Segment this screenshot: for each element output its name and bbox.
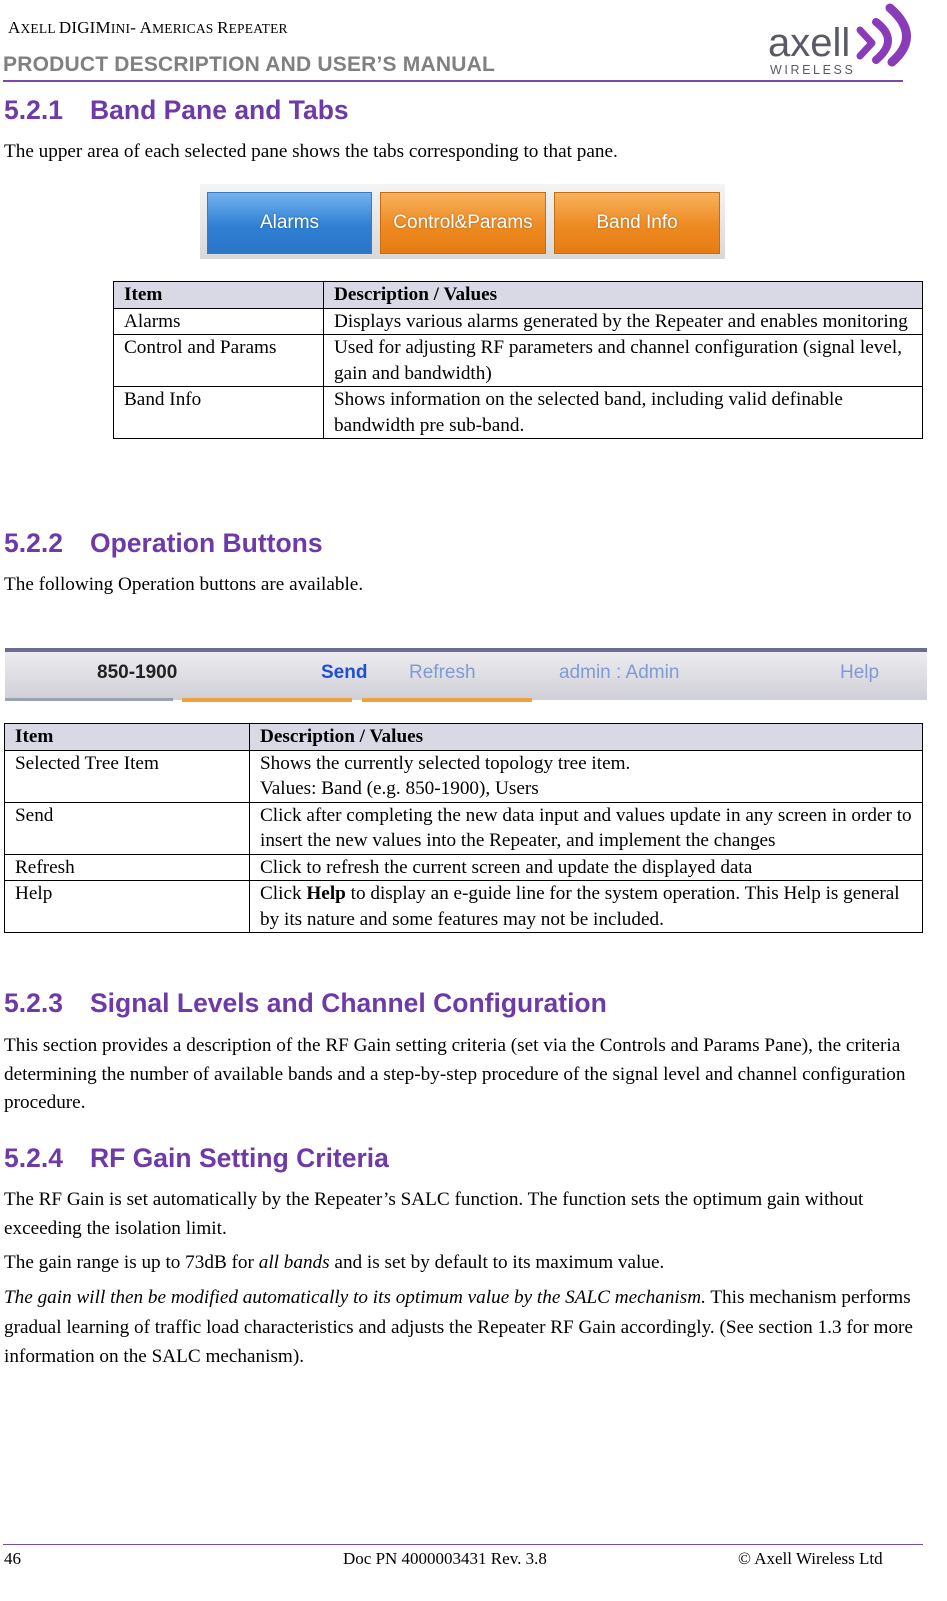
description-cell: Click to refresh the current screen and update the displayed data	[250, 854, 923, 881]
item-cell: Selected Tree Item	[5, 750, 250, 802]
section-paragraph: The gain will then be modified automatically to its optimum value by the SALC mechanism. This mechanism performs gradual learning of traffic load characteristics and adjusts the Repeater RF Gain accordingly. (See section 1.3 for more information on the SALC mechanism).	[4, 1287, 913, 1367]
item-cell: Refresh	[5, 854, 250, 881]
manual-subtitle: PRODUCT DESCRIPTION AND USER’S MANUAL	[3, 53, 495, 76]
table-row	[5, 802, 923, 854]
operation-buttons-table	[4, 723, 923, 933]
selected-tree-item: 850-1900	[97, 662, 178, 683]
section-heading-5-2-2: 5.2.2 Operation Buttons	[4, 528, 323, 558]
item-cell: Alarms	[114, 308, 324, 335]
section-paragraph: The gain range is up to 73dB for all bands and is set by default to its maximum value.	[4, 1252, 665, 1273]
refresh-button[interactable]: Refresh	[409, 662, 476, 683]
tab-alarms[interactable]: Alarms	[207, 192, 372, 254]
description-cell: Shows information on the selected band, including valid definable bandwidth pre sub-band.	[324, 387, 923, 439]
section-heading-5-2-4: 5.2.4 RF Gain Setting Criteria	[4, 1143, 389, 1173]
logo-chevron-1	[860, 30, 872, 56]
logo-subtext: WIRELESS	[770, 63, 856, 77]
tab-underline-orange	[182, 698, 352, 702]
table-row	[114, 387, 923, 439]
band-tabs-image	[200, 184, 725, 259]
item-cell: Help	[5, 881, 250, 933]
tab-underline	[5, 698, 173, 701]
logo-chevron-3	[890, 8, 907, 62]
axell-wireless-logo	[768, 0, 913, 78]
logo-wordmark: axell	[768, 21, 851, 65]
copyright: © Axell Wireless Ltd	[738, 1549, 883, 1568]
tab-control-params[interactable]: Control&Params	[380, 192, 546, 254]
footer-rule	[3, 1544, 923, 1545]
table-header-row	[114, 282, 923, 309]
description-cell: Click after completing the new data input and values update in any screen in order to insert the new values into the Repeater, and implement the changes	[250, 802, 923, 854]
tab-band-info[interactable]: Band Info	[554, 192, 720, 254]
item-cell: Send	[5, 802, 250, 854]
operation-bar-image	[5, 648, 927, 700]
send-button[interactable]: Send	[321, 662, 368, 683]
table-row	[114, 335, 923, 387]
table-row	[5, 750, 923, 802]
header-item: Item	[114, 282, 324, 309]
header-rule	[3, 80, 903, 82]
running-title: AXELL DIGIMINI- AMERICAS REPEATER	[8, 18, 288, 37]
tabs-table	[113, 281, 923, 439]
section-heading-5-2-1: 5.2.1 Band Pane and Tabs	[4, 95, 349, 125]
section-paragraph: The RF Gain is set automatically by the Repeater’s SALC function. The function sets the optimum gain without exceeding the isolation limit.	[4, 1189, 864, 1239]
header-description: Description / Values	[250, 724, 923, 751]
doc-number: Doc PN 4000003431 Rev. 3.8	[343, 1549, 547, 1568]
page-number: 46	[4, 1549, 21, 1568]
description-cell: Used for adjusting RF parameters and channel configuration (signal level, gain and bandwidth)	[324, 335, 923, 387]
logo-chevron-2	[876, 22, 888, 60]
item-cell: Band Info	[114, 387, 324, 439]
header-description: Description / Values	[324, 282, 923, 309]
section-paragraph: This section provides a description of the RF Gain setting criteria (set via the Controls and Params Pane), the criteria determining the number of available bands and a step-by-step procedure of the signal level and channel configuration procedure.	[4, 1035, 906, 1113]
user-label: admin : Admin	[559, 662, 680, 683]
description-cell: Click Help to display an e-guide line for the system operation. This Help is general by its nature and some features may not be included.	[250, 881, 923, 933]
help-button[interactable]: Help	[840, 662, 880, 683]
table-row	[5, 854, 923, 881]
tab-underline-orange	[362, 698, 532, 702]
section-intro: The following Operation buttons are available.	[4, 574, 364, 595]
description-cell: Shows the currently selected topology tree item. Values: Band (e.g. 850-1900), Users	[250, 750, 923, 802]
item-cell: Control and Params	[114, 335, 324, 387]
table-row	[5, 881, 923, 933]
table-row	[114, 308, 923, 335]
table-header-row	[5, 724, 923, 751]
section-intro: The upper area of each selected pane shows the tabs corresponding to that pane.	[4, 141, 618, 162]
section-heading-5-2-3: 5.2.3 Signal Levels and Channel Configuration	[4, 988, 607, 1018]
header-item: Item	[5, 724, 250, 751]
description-cell: Displays various alarms generated by the Repeater and enables monitoring	[324, 308, 923, 335]
